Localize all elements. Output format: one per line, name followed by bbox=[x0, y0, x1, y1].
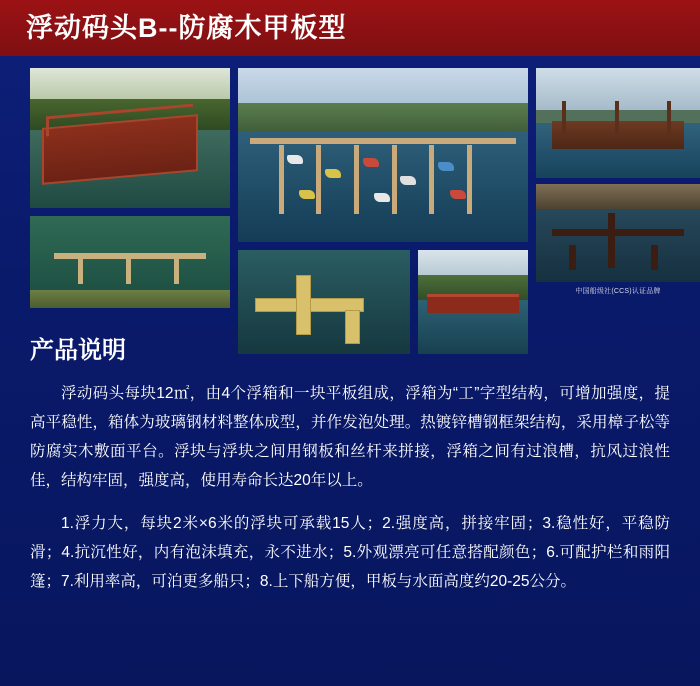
finger-pier-shape bbox=[392, 145, 397, 215]
finger-pier-shape bbox=[354, 145, 359, 215]
boat-shape bbox=[400, 176, 416, 185]
dock-beam-shape bbox=[569, 245, 576, 270]
dark-water-dock-photo bbox=[536, 184, 700, 282]
shore-layer bbox=[536, 184, 700, 209]
product-description-section bbox=[30, 330, 670, 596]
post-shape bbox=[667, 101, 671, 134]
pier-branch-shape bbox=[78, 253, 83, 284]
float-module-shape bbox=[296, 275, 311, 335]
boat-shape bbox=[374, 193, 390, 202]
finger-pier-shape bbox=[467, 145, 472, 215]
finger-pier-shape bbox=[429, 145, 434, 215]
red-bridge-dock-photo bbox=[418, 250, 528, 354]
finger-pier-shape bbox=[316, 145, 321, 215]
bank-layer bbox=[30, 290, 230, 308]
boat-shape bbox=[450, 190, 466, 199]
product-image-gallery bbox=[30, 68, 670, 308]
float-module-shape bbox=[345, 310, 360, 343]
main-pier-shape bbox=[250, 138, 517, 144]
post-shape bbox=[615, 101, 619, 134]
boat-shape bbox=[299, 190, 315, 199]
description-paragraph-1: 浮动码头每块12㎡，由4个浮箱和一块平板组成，浮箱为“工”字型结构，可增加强度，提高平稳性，箱体为玻璃钢材料整体成型，并作发泡处理。热镀锌槽钢框架结构，采用樟子松等防腐实木敷面平台。浮块与浮块之间用钢板和丝杆来拼接，浮箱之间有过浪槽，抗风过浪性佳，结构牢固，强度高，使用寿命长达20年以上。 bbox=[30, 385, 670, 489]
description-paragraph-2: 1.浮力大，每块2米×6米的浮块可承载15人；2.强度高，拼接牢固；3.稳性好，平稳防滑；4.抗沉性好，内有泡沫填充，永不进水；5.外观漂亮可任意搭配颜色；6.可配护栏和雨阳篷；7.利用率高，可泊更多船只；8.上下船方便，甲板与水面高度约20-25公分。 bbox=[30, 515, 670, 590]
hill-layer bbox=[238, 103, 528, 134]
marina-overview-photo bbox=[238, 68, 528, 242]
bridge-shape bbox=[427, 294, 519, 314]
post-shape bbox=[562, 101, 566, 134]
dock-beam-shape bbox=[608, 213, 615, 268]
boat-shape bbox=[287, 155, 303, 164]
yellow-float-modules-photo bbox=[238, 250, 410, 354]
dock-beam-shape bbox=[651, 245, 658, 270]
pier-branch-shape bbox=[126, 253, 131, 284]
finger-pier-shape bbox=[279, 145, 284, 215]
pontoon-with-people-photo bbox=[536, 68, 700, 178]
long-pier-photo bbox=[30, 216, 230, 308]
boat-shape bbox=[438, 162, 454, 171]
certification-caption: 中国船级社(CCS)认证品牌 bbox=[575, 288, 661, 295]
boat-shape bbox=[325, 169, 341, 178]
page-title: 浮动码头B--防腐木甲板型 bbox=[26, 12, 347, 43]
pier-branch-shape bbox=[174, 253, 179, 284]
page-header bbox=[0, 0, 700, 56]
dock-beam-shape bbox=[552, 229, 683, 236]
boat-shape bbox=[363, 158, 379, 167]
red-deck-pontoon-photo bbox=[30, 68, 230, 208]
section-title: 产品说明 bbox=[30, 337, 126, 364]
